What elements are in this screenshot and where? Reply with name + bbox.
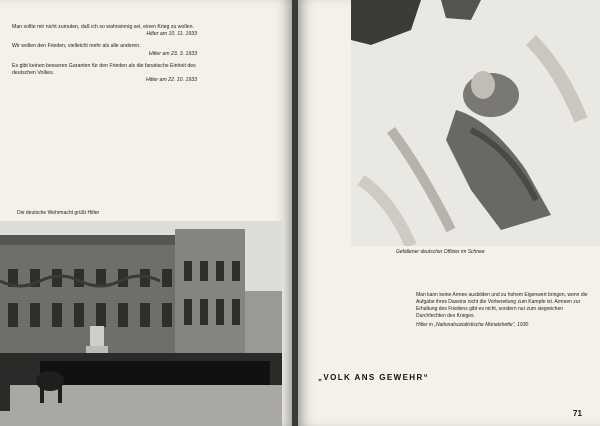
fallen-officer-caption: Gefallener deutscher Offizier im Schnee [396,249,485,255]
quote-2-text: Wir wollen den Frieden, vielleicht mehr als alle anderen. [12,43,141,50]
quote-1-text: Man sollte mir nicht zumuten, daß ich so wahnsinnig sei, einen Krieg zu wollen. [12,24,194,30]
parade-photo-illustration [0,221,282,426]
page-number: 71 [573,409,582,418]
left-page [0,0,292,426]
quote-block [12,24,197,89]
quote-3-source: Hitler am 22. 10. 1933 [145,77,197,84]
hitler-quote-body: Man kann keine Armee ausbilden und zu hohem Eigenwert bringen, wenn die Aufgabe ihres Daseins nicht die Vorbereitung zum Kampfe ist. Armeen zur Erhaltung des Friedens gibt es nicht, sondern nur zum siegreichen Durchfechten des Krieges. [416,292,588,319]
parade-photo-caption: Die deutsche Wehrmacht grüßt Hitler [17,210,100,216]
quote-3-text: Es gibt keinen besseren Garanten für den Frieden als die fanatische Einheit des deutschen Volkes. [12,62,196,77]
fallen-officer-photo [351,0,600,246]
right-page [298,0,600,426]
quote-1-source: Hitler am 10. 11. 1933 [146,31,197,38]
fallen-officer-illustration [351,0,600,246]
hitler-quote-source: Hitler in „Nationalsozialistische Monatshefte“, 1930 [416,322,529,328]
quote-2-source: Hitler am 23. 3. 1933 [148,50,197,57]
section-title: „VOLK ANS GEWEHR“ [318,373,430,382]
parade-photo [0,221,282,426]
